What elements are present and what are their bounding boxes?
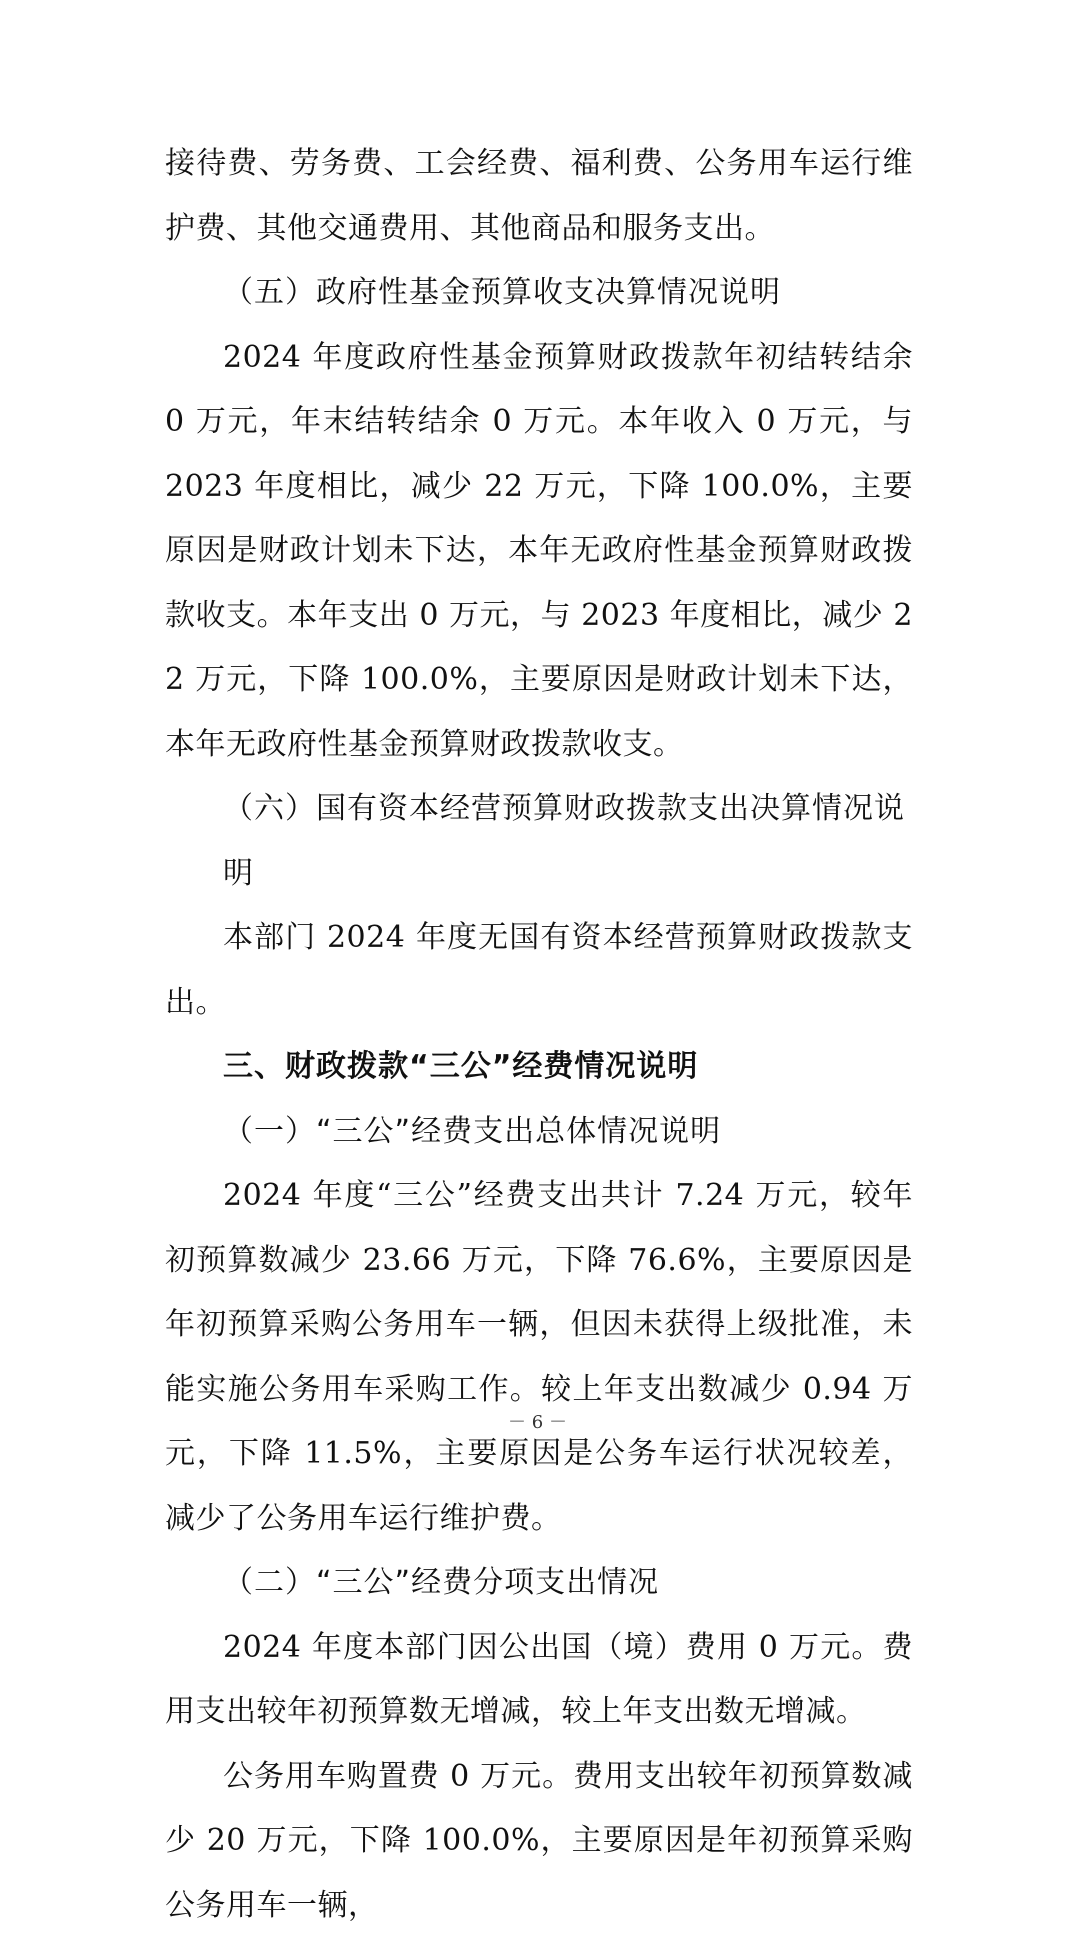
paragraph-state-capital-details: 本部门 2024 年度无国有资本经营预算财政拨款支出。 [165,906,913,1035]
heading-state-capital-budget: （六）国有资本经营预算财政拨款支出决算情况说明 [165,777,913,906]
page-number: － 6 － [0,1408,1075,1434]
heading-three-public-itemized: （二）“三公”经费分项支出情况 [165,1551,913,1616]
paragraph-overseas-travel: 2024 年度本部门因公出国（境）费用 0 万元。费用支出较年初预算数无增减，较上年支出数无增减。 [165,1616,913,1745]
heading-three-public-expenses: 三、财政拨款“三公”经费情况说明 [165,1035,913,1100]
paragraph-vehicle-purchase: 公务用车购置费 0 万元。费用支出较年初预算数减少 20 万元，下降 100.0%，主要原因是年初预算采购公务用车一辆， [165,1745,913,1938]
document-body [165,132,913,1938]
paragraph-expense-list: 接待费、劳务费、工会经费、福利费、公务用车运行维护费、其他交通费用、其他商品和服务支出。 [165,132,913,261]
paragraph-three-public-overall-details: 2024 年度“三公”经费支出共计 7.24 万元，较年初预算数减少 23.66 万元，下降 76.6%，主要原因是年初预算采购公务用车一辆，但因未获得上级批准，未能实施公务用车采购工作。较上年支出数减少 0.94 万元，下降 11.5%，主要原因是公务车运行状况较差，减少了公务用车运行维护费。 [165,1164,913,1551]
paragraph-government-fund-details: 2024 年度政府性基金预算财政拨款年初结转结余 0 万元，年末结转结余 0 万元。本年收入 0 万元，与 2023 年度相比，减少 22 万元，下降 100.0%，主要原因是财政计划未下达，本年无政府性基金预算财政拨款收支。本年支出 0 万元，与 2023 年度相比，减少 22 万元，下降 100.0%，主要原因是财政计划未下达，本年无政府性基金预算财政拨款收支。 [165,326,913,778]
heading-government-fund-budget: （五）政府性基金预算收支决算情况说明 [165,261,913,326]
heading-three-public-overall: （一）“三公”经费支出总体情况说明 [165,1100,913,1165]
